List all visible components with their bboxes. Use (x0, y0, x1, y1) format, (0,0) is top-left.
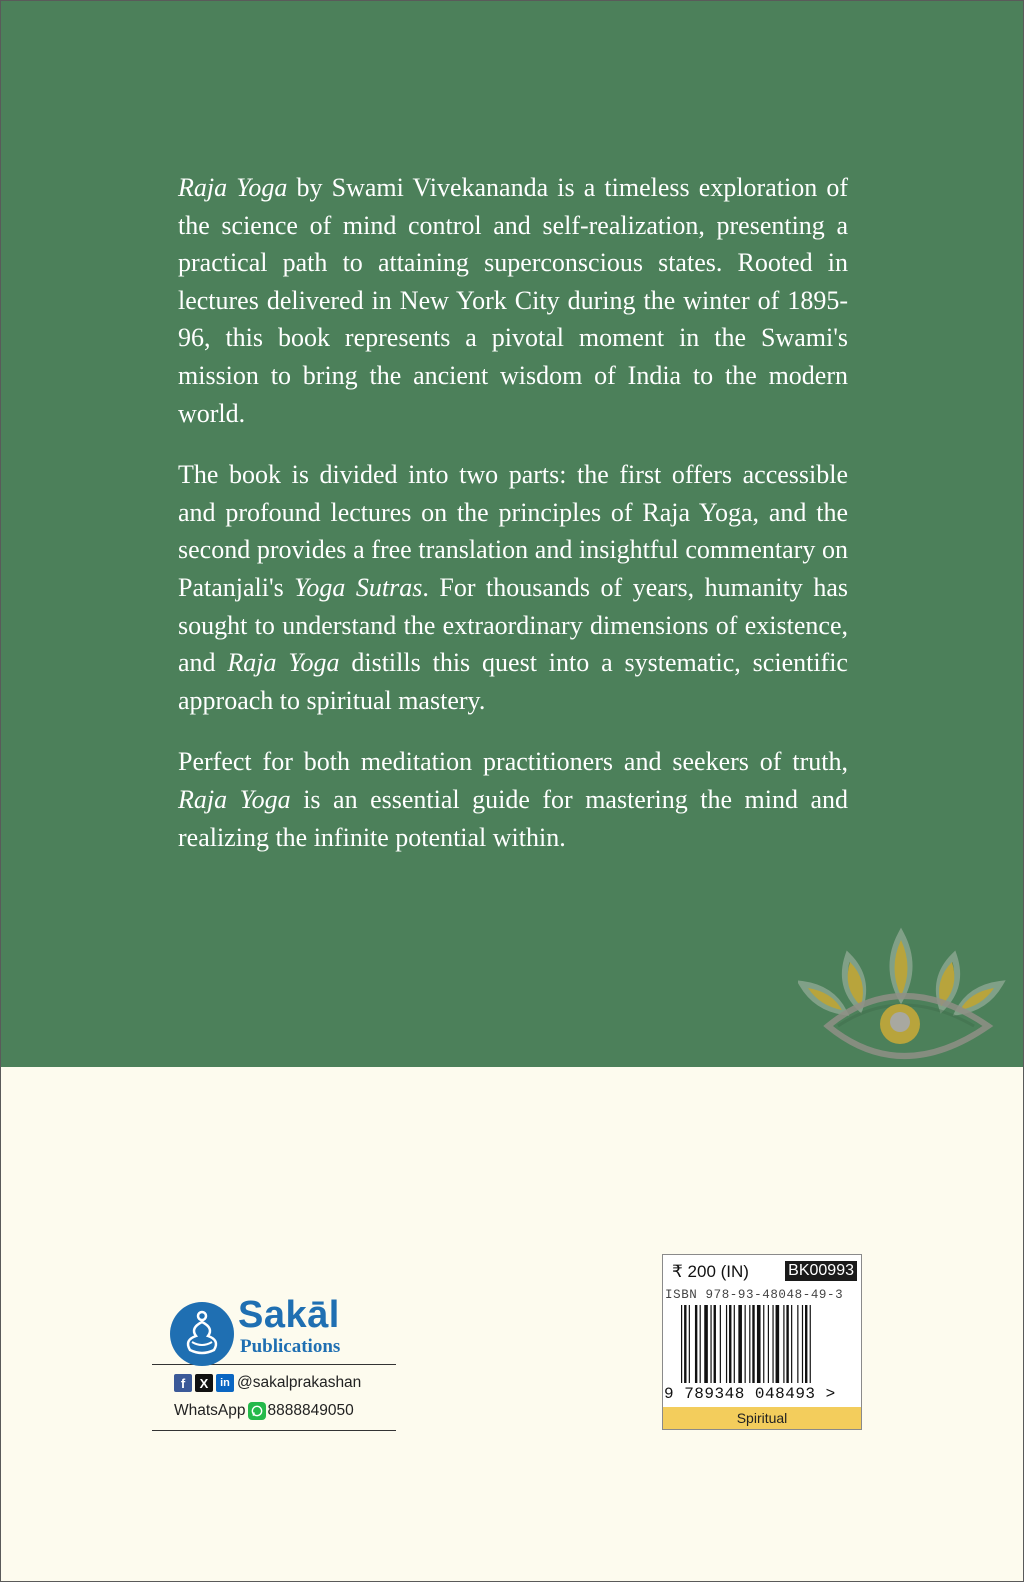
genre-label: Spiritual (663, 1407, 861, 1429)
barcode-bar (802, 1305, 803, 1383)
barcode-bar (714, 1305, 716, 1383)
social-links (174, 1373, 396, 1393)
linkedin-icon[interactable]: in (216, 1374, 234, 1392)
sakal-emblem-icon (170, 1302, 234, 1366)
x-twitter-icon[interactable]: X (195, 1374, 213, 1392)
barcode-bar (681, 1305, 682, 1383)
barcode-bar (786, 1305, 788, 1383)
barcode-bar (684, 1305, 686, 1383)
barcode-bar (745, 1305, 746, 1383)
blurb-paragraph-1: Raja Yoga by Swami Vivekananda is a timeless exploration of the science of mind control and self-realization, presenting a practical path to attaining superconscious states. Rooted in lectures delivered in New York City during the winter of 1895-96, this book represents a pivotal moment in the Swami's mission to bring the ancient wisdom of India to the modern world. (178, 173, 848, 428)
description-panel (1, 1, 1023, 1067)
barcode-bar (776, 1305, 780, 1383)
book-code-badge: BK00993 (785, 1261, 857, 1281)
barcode-bar (772, 1305, 773, 1383)
barcode-bar (749, 1305, 750, 1383)
barcode-bar (810, 1305, 811, 1383)
isbn-text: ISBN 978-93-48048-49-3 (665, 1288, 844, 1302)
barcode-bar (700, 1305, 701, 1383)
barcode-bar (710, 1305, 711, 1383)
barcode-bar (752, 1305, 754, 1383)
book-blurb (178, 169, 848, 880)
barcode-bar (797, 1305, 798, 1383)
barcode-bar (763, 1305, 764, 1383)
barcode-digits: 9 789348 048493 > (664, 1385, 836, 1403)
barcode-bar (695, 1305, 697, 1383)
publisher-divider-bottom (152, 1430, 396, 1431)
social-handle: @sakalprakashan (237, 1374, 362, 1391)
publisher-name: Sakāl (238, 1294, 340, 1336)
barcode-bar (791, 1305, 792, 1383)
whatsapp-label: WhatsApp (174, 1402, 246, 1419)
barcode-bar (729, 1305, 731, 1383)
barcode-bar (704, 1305, 708, 1383)
whatsapp-number: 8888849050 (267, 1402, 354, 1419)
barcode-panel (662, 1254, 862, 1430)
barcode-bars (681, 1305, 851, 1397)
publisher-logo (152, 1294, 396, 1364)
barcode-bar (734, 1305, 735, 1383)
barcode-bar (720, 1305, 721, 1383)
publisher-block (152, 1294, 396, 1431)
barcode-bar (783, 1305, 784, 1383)
blurb-paragraph-3: Perfect for both meditation practitioners and seekers of truth, Raja Yoga is an essential guide for mastering the mind and realizing the infinite potential within. (178, 747, 848, 852)
barcode-bar (689, 1305, 690, 1383)
barcode-bar (757, 1305, 761, 1383)
blurb-paragraph-2: The book is divided into two parts: the first offers accessible and profound lectures on the principles of Raja Yoga, and the second provides a free translation and insightful commentary on Patanjali's Yoga Sutras. For thousands of years, humanity has sought to understand the extraordinary dimensions of existence, and Raja Yoga distills this quest into a systematic, scientific approach to spiritual mastery. (178, 460, 848, 715)
whatsapp-contact (174, 1401, 396, 1421)
lotus-eye-icon (798, 926, 1024, 1076)
facebook-icon[interactable]: f (174, 1374, 192, 1392)
price-label: ₹ 200 (IN) (672, 1262, 749, 1281)
publisher-subtitle: Publications (240, 1336, 341, 1357)
barcode-bar (726, 1305, 727, 1383)
barcode-bar (768, 1305, 769, 1383)
whatsapp-icon[interactable] (248, 1402, 266, 1420)
barcode-bar (738, 1305, 742, 1383)
barcode-bar (805, 1305, 807, 1383)
